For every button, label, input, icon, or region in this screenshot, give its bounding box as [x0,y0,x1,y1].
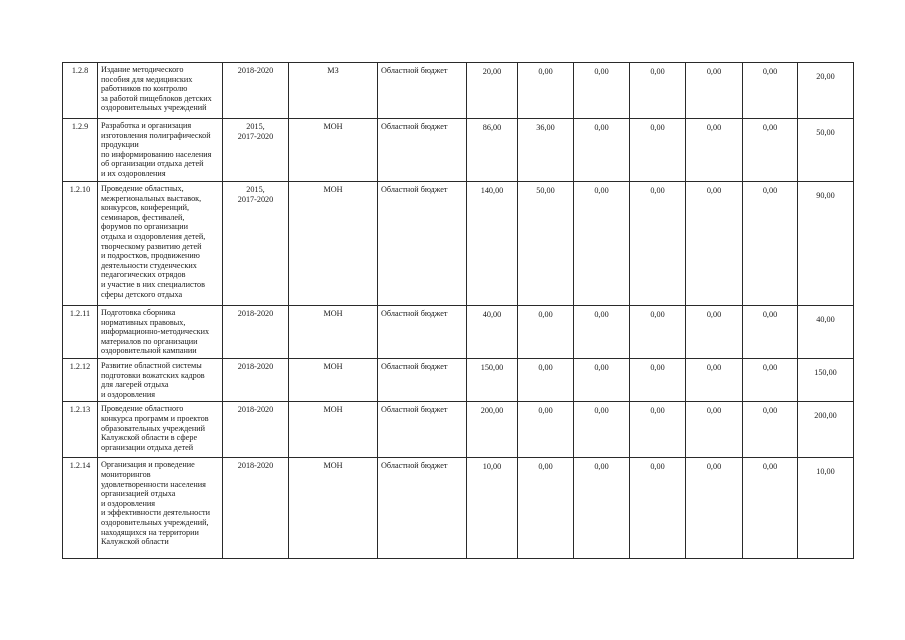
table-row [63,458,854,559]
row-number: 1.2.13 [63,402,98,458]
row-number: 1.2.14 [63,458,98,559]
amount-year-2: 0,00 [574,458,630,559]
amount-year-2: 0,00 [574,63,630,119]
amount-year-6: 150,00 [798,359,854,402]
amount-year-5: 0,00 [743,359,798,402]
amount-total: 140,00 [467,182,518,306]
activity-name: Подготовка сборника нормативных правовых, информационно-методических материалов по организации оздоровительной кампании [98,306,223,359]
amount-year-3: 0,00 [630,119,686,182]
executor: МОН [289,306,378,359]
period: 2018-2020 [223,359,289,402]
activity-name: Проведение областного конкурса программ и проектов образовательных учреждений Калужской области в сфере организации отдыха детей [98,402,223,458]
amount-year-5: 0,00 [743,402,798,458]
amount-year-6: 20,00 [798,63,854,119]
amount-year-5: 0,00 [743,458,798,559]
period: 2018-2020 [223,402,289,458]
amount-year-6: 10,00 [798,458,854,559]
amount-year-5: 0,00 [743,63,798,119]
amount-year-5: 0,00 [743,119,798,182]
period: 2018-2020 [223,63,289,119]
amount-year-2: 0,00 [574,182,630,306]
amount-year-4: 0,00 [686,402,743,458]
table-row [63,359,854,402]
table-row [63,119,854,182]
executor: МОН [289,458,378,559]
amount-year-1: 0,00 [518,458,574,559]
amount-year-6: 50,00 [798,119,854,182]
amount-year-3: 0,00 [630,402,686,458]
amount-year-5: 0,00 [743,182,798,306]
amount-year-2: 0,00 [574,119,630,182]
amount-total: 200,00 [467,402,518,458]
row-number: 1.2.12 [63,359,98,402]
table-row [63,402,854,458]
budget-table [62,62,854,559]
period: 2015, 2017-2020 [223,182,289,306]
amount-total: 150,00 [467,359,518,402]
table-row [63,63,854,119]
executor: МОН [289,359,378,402]
amount-year-1: 0,00 [518,63,574,119]
executor: МОН [289,119,378,182]
amount-year-3: 0,00 [630,458,686,559]
amount-year-1: 0,00 [518,306,574,359]
activity-name: Разработка и организация изготовления полиграфической продукции по информированию населения об организации отдыха детей и их оздоровления [98,119,223,182]
row-number: 1.2.10 [63,182,98,306]
table-row [63,182,854,306]
amount-year-5: 0,00 [743,306,798,359]
amount-total: 10,00 [467,458,518,559]
table-row [63,306,854,359]
amount-year-6: 90,00 [798,182,854,306]
amount-total: 40,00 [467,306,518,359]
row-number: 1.2.8 [63,63,98,119]
period: 2018-2020 [223,306,289,359]
amount-year-4: 0,00 [686,306,743,359]
row-number: 1.2.11 [63,306,98,359]
funding-source: Областной бюджет [378,63,467,119]
amount-year-4: 0,00 [686,119,743,182]
amount-year-4: 0,00 [686,359,743,402]
amount-year-6: 200,00 [798,402,854,458]
activity-name: Развитие областной системы подготовки вожатских кадров для лагерей отдыха и оздоровления [98,359,223,402]
activity-name: Организация и проведение мониторингов удовлетворенности населения организацией отдыха и оздоровления и эффективности деятельности оздоровительных учреждений, находящихся на территории Калужской области [98,458,223,559]
funding-source: Областной бюджет [378,182,467,306]
amount-year-1: 0,00 [518,359,574,402]
funding-source: Областной бюджет [378,306,467,359]
amount-year-6: 40,00 [798,306,854,359]
activity-name: Проведение областных, межрегиональных выставок, конкурсов, конференций, семинаров, фестивалей, форумов по организации отдыха и оздоровления детей, творческому развитию детей и подростков, продвижению деятельности студенческих педагогических отрядов и участие в них специалистов сферы детского отдыха [98,182,223,306]
amount-year-1: 0,00 [518,402,574,458]
amount-year-4: 0,00 [686,458,743,559]
activity-name: Издание методического пособия для медицинских работников по контролю за работой пищеблоков детских оздоровительных учреждений [98,63,223,119]
amount-year-4: 0,00 [686,182,743,306]
amount-year-3: 0,00 [630,306,686,359]
amount-year-3: 0,00 [630,63,686,119]
amount-total: 20,00 [467,63,518,119]
amount-year-2: 0,00 [574,359,630,402]
executor: МОН [289,182,378,306]
executor: МЗ [289,63,378,119]
table-body [63,63,854,559]
funding-source: Областной бюджет [378,402,467,458]
amount-year-3: 0,00 [630,182,686,306]
amount-year-3: 0,00 [630,359,686,402]
funding-source: Областной бюджет [378,359,467,402]
amount-year-1: 50,00 [518,182,574,306]
amount-year-2: 0,00 [574,402,630,458]
period: 2018-2020 [223,458,289,559]
amount-total: 86,00 [467,119,518,182]
amount-year-4: 0,00 [686,63,743,119]
executor: МОН [289,402,378,458]
row-number: 1.2.9 [63,119,98,182]
funding-source: Областной бюджет [378,119,467,182]
period: 2015, 2017-2020 [223,119,289,182]
funding-source: Областной бюджет [378,458,467,559]
amount-year-2: 0,00 [574,306,630,359]
amount-year-1: 36,00 [518,119,574,182]
